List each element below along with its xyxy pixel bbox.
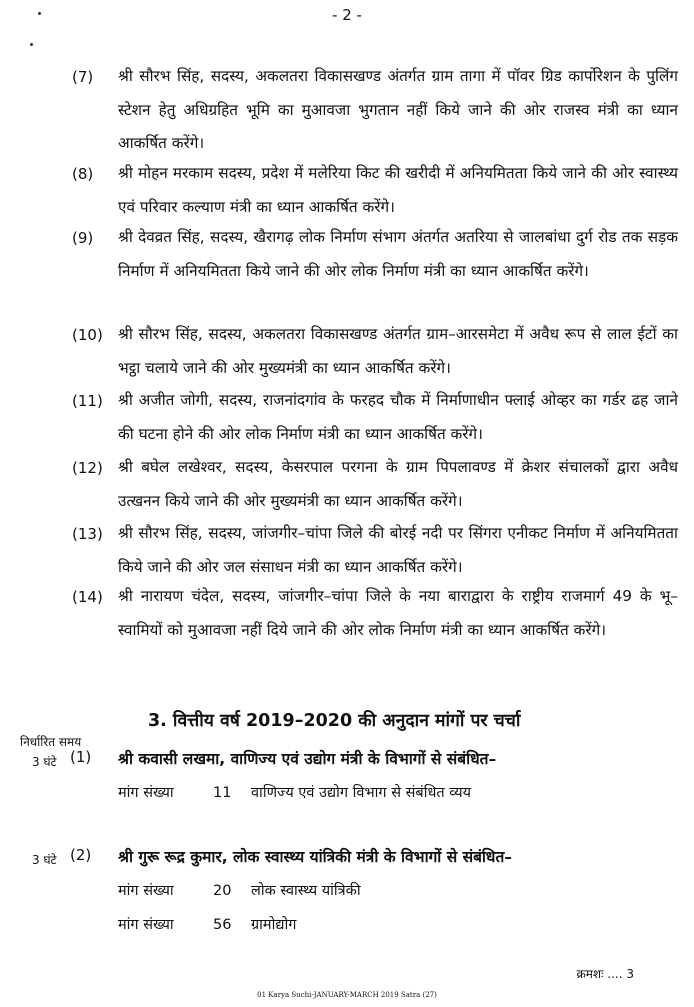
item-number: (14) bbox=[72, 588, 103, 606]
minister-heading: श्री गुरू रूद्र कुमार, लोक स्वास्थ्य यांत्रिकी मंत्री के विभागों से संबंधित– bbox=[118, 848, 513, 866]
page-number: - 2 - bbox=[332, 6, 362, 24]
item-text: श्री सौरभ सिंह, सदस्य, अकलतरा विकासखण्ड अंतर्गत ग्राम–आरसमेटा में अवैध रूप से लाल ईटों का भट्ठा चलाये जाने की ओर मुख्यमंत्री का ध्यान आकर्षित करेंगे। bbox=[118, 325, 678, 377]
scan-dot bbox=[38, 12, 41, 15]
item-text: श्री अजीत जोगी, सदस्य, राजनांदगांव के फरहद चौक में निर्माणाधीन फ्लाई ओव्हर का गर्डर ढह जाने की घटना होने की ओर लोक निर्माण मंत्री का ध्यान आकर्षित करेंगे। bbox=[118, 391, 678, 443]
minister-heading: श्री कवासी लखमा, वाणिज्य एवं उद्योग मंत्री के विभागों से संबंधित– bbox=[118, 750, 497, 768]
page-footer: 01 Karya Suchi-JANUARY-MARCH 2019 Satra (27) bbox=[257, 991, 437, 999]
demand-label: मांग संख्या bbox=[118, 917, 174, 933]
scan-dot bbox=[30, 43, 33, 46]
demand-label: मांग संख्या bbox=[118, 785, 174, 801]
demand-row bbox=[118, 782, 471, 802]
item-number: (12) bbox=[72, 459, 103, 477]
item-number: (7) bbox=[72, 68, 94, 86]
item-text: श्री देवव्रत सिंह, सदस्य, खैरागढ़ लोक निर्माण संभाग अंतर्गत अतरिया से जालबांधा दुर्ग रोड तक सड़क निर्माण में अनियमितता किये जाने की ओर लोक निर्माण मंत्री का ध्यान आकर्षित करेंगे। bbox=[118, 228, 678, 280]
allotted-time-label: निर्धारित समय bbox=[20, 735, 82, 749]
item-text: श्री बघेल लखेश्वर, सदस्य, केसरपाल परगना के ग्राम पिपलावण्ड में क्रेशर संचालकों द्वारा अवैध उत्खनन किये जाने की ओर मुख्यमंत्री का ध्यान आकर्षित करेंगे। bbox=[118, 458, 678, 510]
item-text: श्री मोहन मरकाम सदस्य, प्रदेश में मलेरिया किट की खरीदी में अनियमितता किये जाने की ओर स्वास्थ्य एवं परिवार कल्याण मंत्री का ध्यान आकर्षित करेंगे। bbox=[118, 164, 678, 216]
demand-label: मांग संख्या bbox=[118, 883, 174, 899]
item-number: (13) bbox=[72, 525, 103, 543]
demand-description: लोक स्वास्थ्य यांत्रिकी bbox=[251, 883, 361, 899]
demand-number: 11 bbox=[213, 785, 232, 801]
demand-number: 20 bbox=[213, 883, 232, 899]
demand-description: वाणिज्य एवं उद्योग विभाग से संबंधित व्यय bbox=[251, 785, 472, 801]
minister-number: (1) bbox=[70, 748, 92, 766]
item-number: (11) bbox=[72, 392, 103, 410]
item-text: श्री नारायण चंदेल, सदस्य, जांजगीर–चांपा जिले के नया बाराद्वारा के राष्ट्रीय राजमार्ग 49 के भू–स्वामियों को मुआवजा नहीं दिये जाने की ओर लोक निर्माण मंत्री का ध्यान आकर्षित करेंगे। bbox=[118, 587, 678, 639]
time-allotment: 3 घंटे bbox=[32, 755, 57, 769]
demand-row bbox=[118, 914, 296, 934]
item-number: (9) bbox=[72, 229, 94, 247]
section-title: 3. वित्तीय वर्ष 2019–2020 की अनुदान मांगों पर चर्चा bbox=[148, 711, 521, 731]
item-text: श्री सौरभ सिंह, सदस्य, जांजगीर–चांपा जिले की बोरई नदी पर सिंगरा एनीकट निर्माण में अनियमितता किये जाने की ओर जल संसाधन मंत्री का ध्यान आकर्षित करेंगे। bbox=[118, 524, 678, 576]
demand-number: 56 bbox=[213, 917, 232, 933]
item-number: (10) bbox=[72, 326, 103, 344]
time-allotment: 3 घंटे bbox=[32, 853, 57, 867]
item-number: (8) bbox=[72, 165, 94, 183]
demand-row bbox=[118, 880, 361, 900]
item-text: श्री सौरभ सिंह, सदस्य, अकलतरा विकासखण्ड अंतर्गत ग्राम तागा में पॉवर ग्रिड कार्पोरेशन के पुलिंग स्टेशन हेतु अधिग्रहित भूमि का मुआवजा भुगतान नहीं किये जाने की ओर राजस्व मंत्री का ध्यान आकर्षित करेंगे। bbox=[118, 67, 678, 152]
continued-marker: क्रमशः .... 3 bbox=[576, 967, 634, 981]
demand-description: ग्रामोद्योग bbox=[251, 917, 297, 933]
minister-number: (2) bbox=[70, 846, 92, 864]
